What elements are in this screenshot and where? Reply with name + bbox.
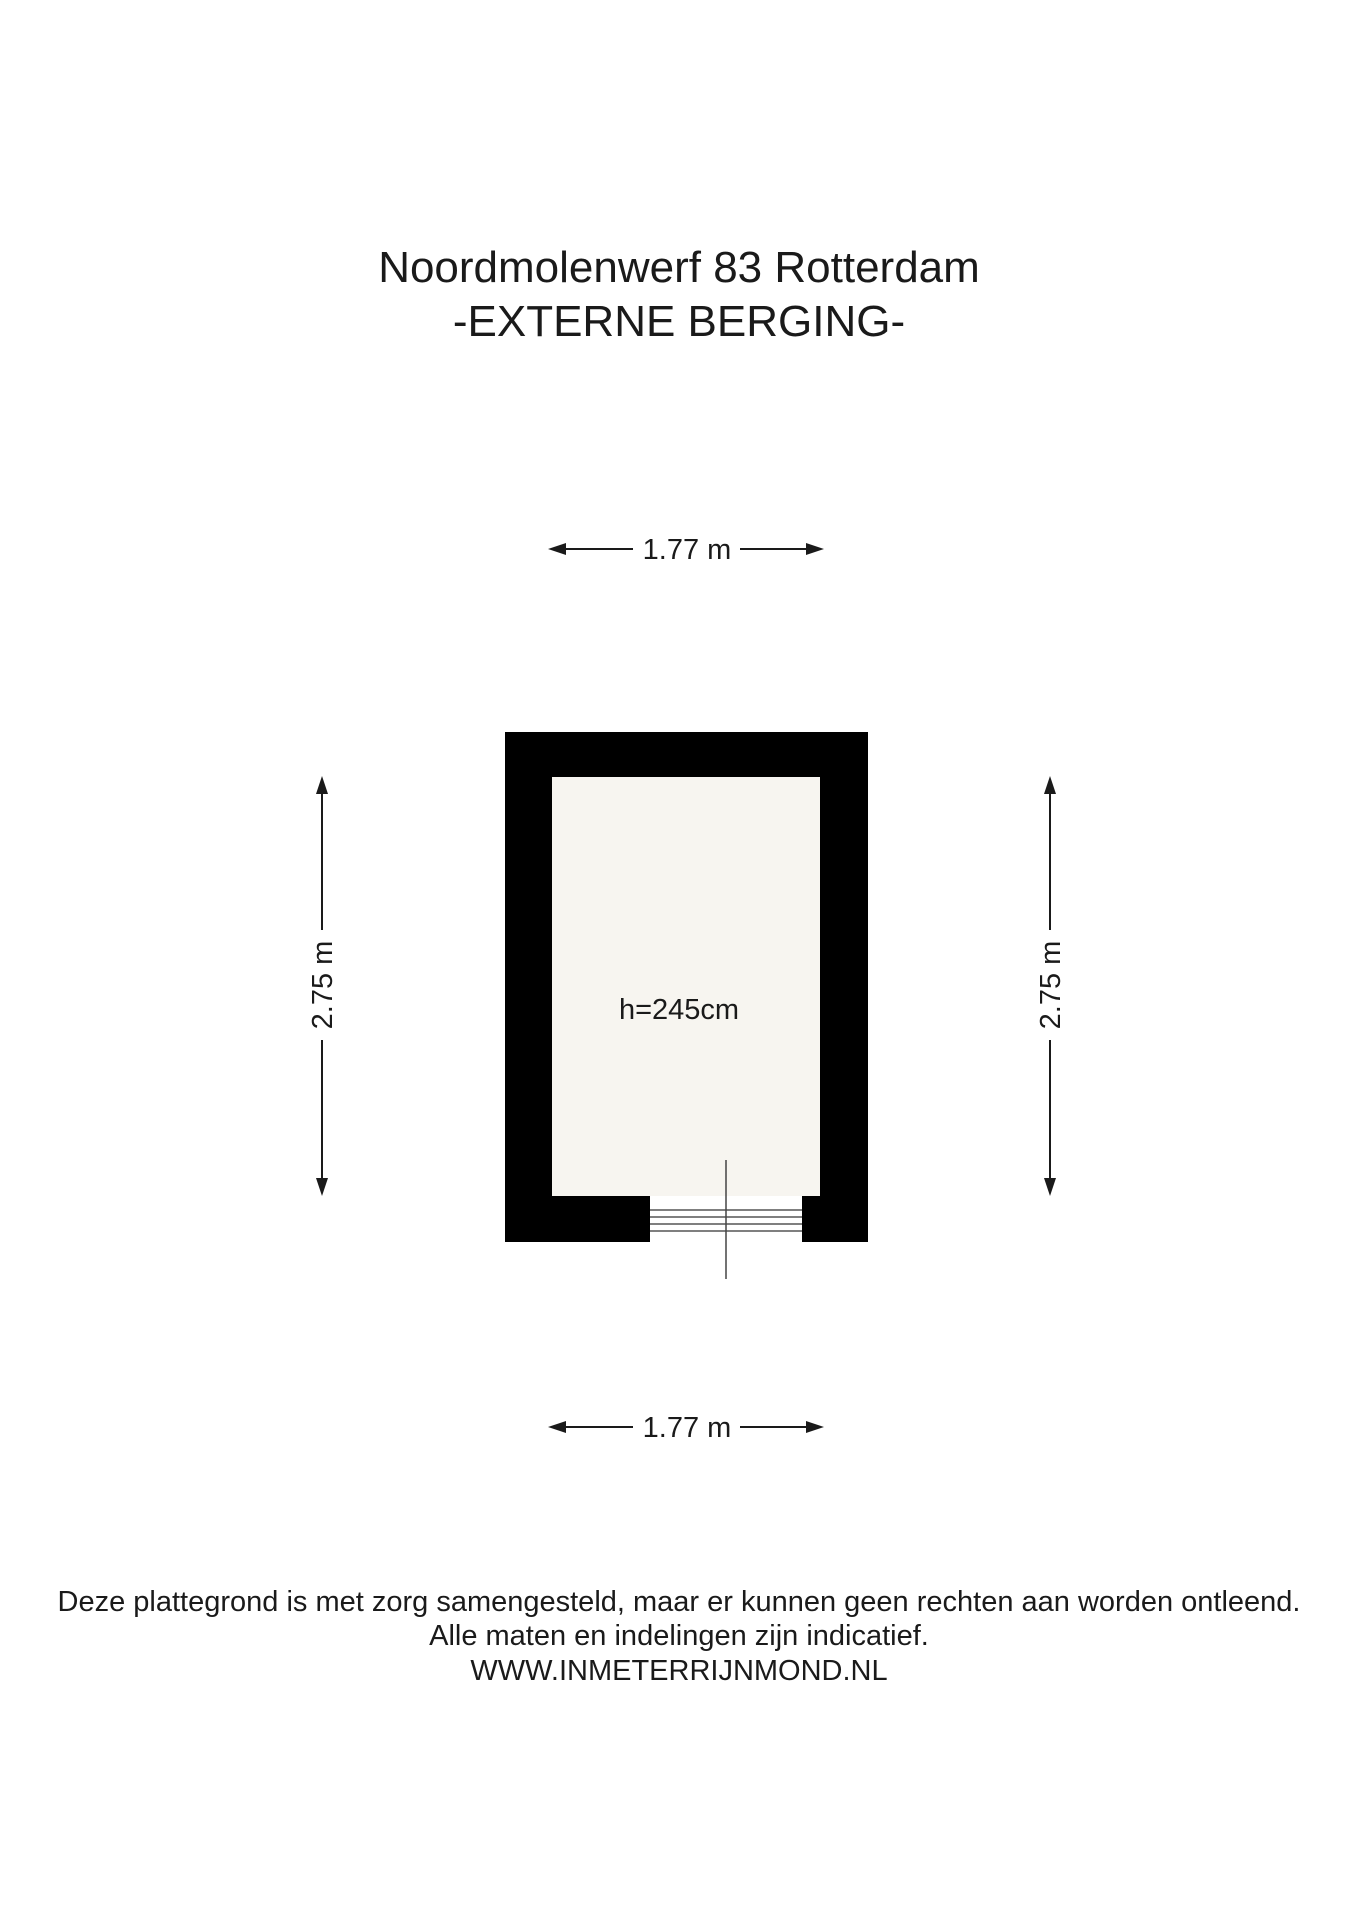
left-depth-label: 2.75 m	[307, 940, 339, 1030]
storage-room	[505, 732, 868, 1279]
plan-subtitle: -EXTERNE BERGING-	[452, 297, 906, 346]
top-width-dimension	[548, 534, 824, 566]
bottom-width-dimension	[548, 1412, 824, 1444]
left-dimension-arrow-top	[316, 776, 328, 794]
left-dimension-arrow-bottom	[316, 1178, 328, 1196]
bottom-width-label: 1.77 m	[642, 1412, 732, 1444]
left-depth-dimension	[307, 776, 339, 1196]
footer-note: Alle maten en indelingen zijn indicatief.	[429, 1620, 929, 1652]
footer-disclaimer: Deze plattegrond is met zorg samengesteld, maar er kunnen geen rechten aan worden ontleend.	[57, 1586, 1301, 1618]
bottom-dimension-arrow-right	[806, 1421, 824, 1433]
top-dimension-arrow-right	[806, 543, 824, 555]
top-width-label: 1.77 m	[642, 534, 732, 566]
plan-title: Noordmolenwerf 83 Rotterdam	[378, 243, 980, 292]
right-dimension-arrow-bottom	[1044, 1178, 1056, 1196]
room-height-label: h=245cm	[618, 994, 740, 1026]
bottom-dimension-arrow-left	[548, 1421, 566, 1433]
right-dimension-arrow-top	[1044, 776, 1056, 794]
room-floor	[552, 777, 820, 1196]
right-depth-label: 2.75 m	[1035, 940, 1067, 1030]
footer-website: WWW.INMETERRIJNMOND.NL	[470, 1655, 888, 1687]
right-depth-dimension	[1035, 776, 1067, 1196]
top-dimension-arrow-left	[548, 543, 566, 555]
